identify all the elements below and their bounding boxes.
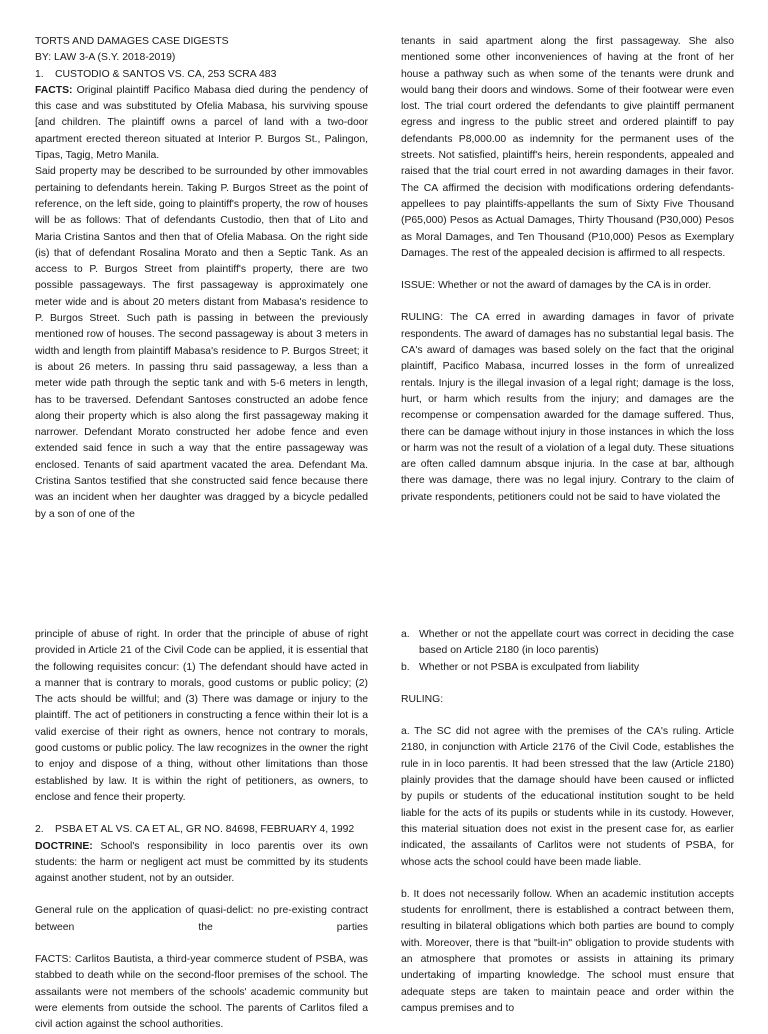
case1-facts — [35, 83, 368, 164]
case1-heading — [35, 67, 368, 83]
case1-facts-continued: tenants in said apartment along the first passageway. She also mentioned some other inconveniences of having at the front of her house a pathway such as when some of the tenants were drunk and would bang their doors and windows. Some of their footwear were even lost. The trial court ordered the defendants to give plaintiff permanent egress and ingress to the public street and ordered plaintiff to pay defendants P8,000.00 as indemnity for the permanent uses of the streets. Not satisfied, plaintiff's heirs, herein respondents, appealed and raised that the trial court erred in not awarding damages in their favor. The CA affirmed the decision with modifications ordering defendants-appellees to pay plaintiffs-appellants the sum of Sixty Five Thousand (P65,000) Pesos as Actual Damages, Thirty Thousand (P30,000) Pesos as Moral Damages, and Ten Thousand (P10,000) Pesos as Exemplary Damages. The rest of the appealed decision is affirmed to all respects. — [401, 36, 734, 259]
case1-facts-para2: Said property may be described to be surrounded by other immovables pertaining to defendants herein. Taking P. Burgos Street as the point of reference, on the left side, going to plaintiff's property, the row of houses will be as follows: That of defendants Custodio, then that of Lito and Maria Cristina Santos and then that of Ofelia Mabasa. On the right side (is) that of defendant Rosalina Morato and then a Septic Tank. As an access to P. Burgos Street from plaintiff's property, there are two possible passageways. The first passageway is approximately one meter wide and is about 20 meters distant from Mabasa's residence to P. Burgos Street. Such path is passing in between the previously mentioned row of houses. The second passageway is about 3 meters in width and length from plaintiff Mabasa's residence to P. Burgos Street; it is about 26 meters. In passing thru said passageway, a less than a meter wide path through the septic tank and with 5-6 meters in length, has to be traversed. Defendant Santoses constructed an adobe fence along their property which is also along the first passageway making it narrower. Defendant Morato constructed her adobe fence and even extended said fence in such a way that the entire passageway was enclosed. Tenants of said apartment vacated the area. Defendant Ma. Cristina Santos testified that she constructed said fence because there was an incident when her daughter was dragged by a bicycle pedalled by a son of one of the — [35, 166, 368, 520]
case2-number: 2. — [35, 824, 44, 836]
case2-issue-item — [401, 627, 734, 660]
case2-ruling-b: b. It does not necessarily follow. When an academic institution accepts students for enrollment, there is established a contract between them, resulting in bilateral obligations which both parties are bound to comply with. Moreover, there is that "built-in" obligation to provide students with an atmosphere that promotes or assists in attaining its primary undertaking of imparting knowledge. The school must ensure that adequate steps are taken to maintain peace and order within the campus premises and to — [401, 888, 734, 1014]
column-top-right — [401, 34, 734, 574]
case1-facts-label: FACTS: — [35, 84, 73, 96]
column-bottom-left — [35, 627, 369, 1031]
case2-facts — [35, 952, 368, 1033]
case2-issue-mark: b. — [401, 661, 410, 673]
case1-ruling-continued: principle of abuse of right. In order that the principle of abuse of right provided in Article 21 of the Civil Code can be applied, it is essential that the following requisites concur: (1) The defendant should have acted in a manner that is contrary to morals, good customs or public policy; (2) The acts should be willful; and (3) There was damage or injury to the plaintiff. The act of petitioners in constructing a fence within their lot is a valid exercise of their right as owners, hence not contrary to morals, good customs or public policy. The law recognizes in the owner the right to enjoy and dispose of a thing, without other limitations than those established by law. It is within the right of petitioners, as owners, to enclose and fence their property. — [35, 629, 368, 803]
case1-issue — [401, 278, 734, 294]
case2-general-rule: General rule on the application of quasi-delict: no pre-existing contract between the parties — [35, 905, 368, 933]
case2-doctrine — [35, 839, 368, 888]
case1-number: 1. — [35, 68, 44, 80]
case1-ruling-text: The CA erred in awarding damages in favor of private respondents. The award of damages has no substantial legal basis. The CA's award of damages was based solely on the fact that the original plaintiff, Pacifico Mabasa, incurred losses in the form of unrealized rentals. Injury is the illegal invasion of a legal right; damage is the loss, hurt, or harm which results from the injury; and damages are the recompense or compensation awarded for the damage suffered. Thus, there can be damage without injury in those instances in which the loss or harm was not the result of a violation of a legal duty. These situations are often called damnum absque injuria. In the case at bar, although there was damage, there was no legal injury. Contrary to the claim of private respondents, petitioners could not be said to have violated the — [401, 312, 735, 503]
case2-heading — [35, 822, 368, 838]
case1-ruling — [401, 310, 734, 506]
document-byline: BY: LAW 3-A (S.Y. 2018-2019) — [35, 52, 176, 64]
case2-ruling-label: RULING: — [401, 693, 444, 705]
document-title: TORTS AND DAMAGES CASE DIGESTS — [35, 36, 229, 47]
case2-issue-text: Whether or not PSBA is exculpated from liability — [419, 661, 640, 673]
case2-facts-text: Carlitos Bautista, a third-year commerce student of PSBA, was stabbed to death while on the second-floor premises of the school. The assailants were not members of the schools' academic community but were elements from outside the school. The parents of Carlitos filed a civil action against the school authorities. — [35, 954, 369, 1031]
case2-doctrine-label: DOCTRINE: — [35, 840, 93, 852]
case1-title: CUSTODIO & SANTOS VS. CA, 253 SCRA 483 — [55, 68, 277, 80]
column-bottom-right — [401, 627, 734, 1024]
case2-doctrine-text: School's responsibility in loco parentis over its own students: the harm or negligent act must be committed by its students against another student, not by an outsider. — [35, 840, 368, 885]
case1-facts-text: Original plaintiff Pacifico Mabasa died during the pendency of this case and was substituted by Ofelia Mabasa, his surviving spouse [and children. The plaintiff owns a parcel of land with a two-door apartment erected thereon situated at Interior P. Burgos St., Palingon, Tipas, Tagig, Metro Manila. — [35, 84, 369, 162]
case1-issue-text: Whether or not the award of damages by the CA is in order. — [437, 280, 712, 292]
case2-issue-item — [401, 660, 734, 676]
case2-title: PSBA ET AL VS. CA ET AL, GR NO. 84698, FEBRUARY 4, 1992 — [55, 824, 355, 836]
case2-issue-mark: a. — [401, 629, 410, 640]
case2-issue-text: Whether or not the appellate court was correct in deciding the case based on Article 2180 (in loco parentis) — [419, 629, 734, 657]
column-top-left — [35, 34, 368, 574]
case2-ruling-a: a. The SC did not agree with the premises of the CA's ruling. Article 2180, in conjunction with Article 2176 of the Civil Code, establishes the rule in in loco parentis. It had been stressed that the law (Article 2180) plainly provides that the damage should have been caused or inflicted by pupils or students of the educational institution sought to be held liable for the acts of its pupils or students while in its custody. However, this material situation does not exist in the present case for, as earlier indicated, the assailants of Carlitos were not students of PSBA, for whose acts the school could have been made liable. — [401, 726, 734, 868]
case1-issue-label: ISSUE: — [401, 280, 436, 292]
case1-ruling-label: RULING: — [401, 312, 444, 324]
case2-facts-label: FACTS: — [35, 954, 72, 966]
